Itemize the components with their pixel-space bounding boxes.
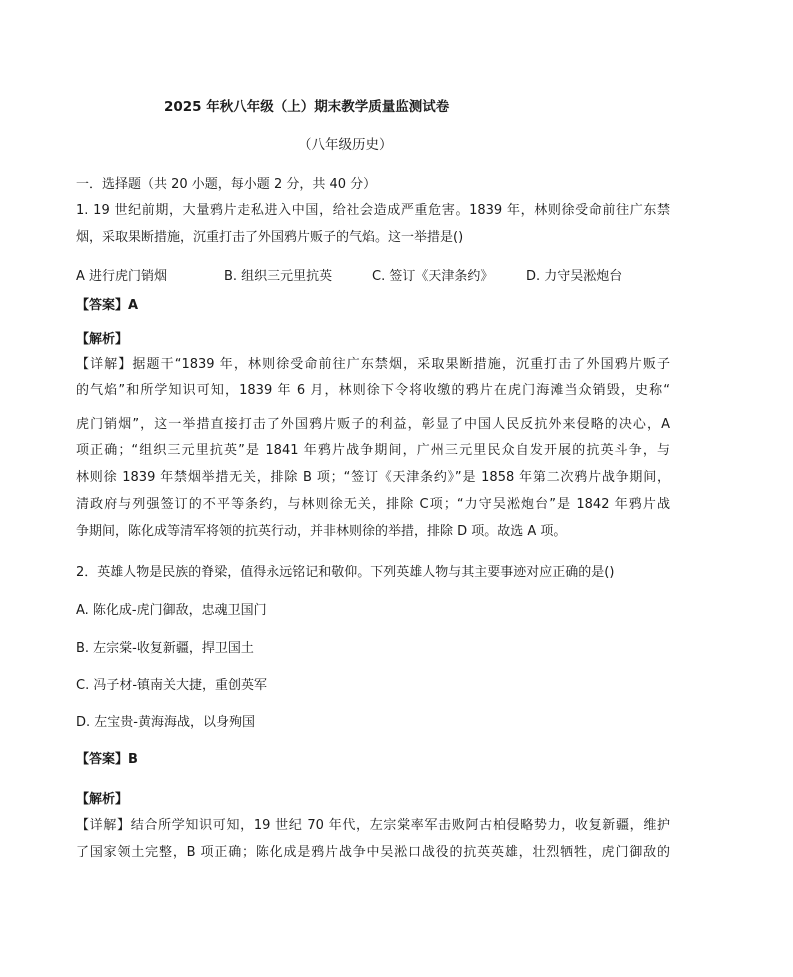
q1-detail-line-2: 的气焰”和所学知识可知，1839 年 6 月，林则徐下令将收缴的鸦片在虎门海滩当众销毁，史称“ <box>76 383 670 398</box>
q1-detail-line-4: 项正确；“组织三元里抗英”是 1841 年鸦片战争期间，广州三元里民众自发开展的抗英斗争，与 <box>76 443 670 458</box>
section-heading: 一．选择题（共 20 小题，每小题 2 分，共 40 分） <box>76 177 377 192</box>
q1-answer: 【答案】A <box>76 298 139 313</box>
exam-subtitle: （八年级历史） <box>298 137 393 153</box>
q1-detail-line-3: 虎门销烟”，这一举措直接打击了外国鸦片贩子的利益，彰显了中国人民反抗外来侵略的决心，A <box>76 417 670 432</box>
q1-detail-line-1: 【详解】据题干“1839 年，林则徐受命前往广东禁烟，采取果断措施，沉重打击了外国鸦片贩子 <box>76 357 670 372</box>
q1-analysis-label: 【解析】 <box>76 332 129 347</box>
q1-option-b: B. 组织三元里抗英 <box>224 269 333 284</box>
q2-analysis-label: 【解析】 <box>76 792 129 807</box>
q1-detail-line-7: 争期间，陈化成等清军将领的抗英行动，并非林则徐的举措，排除 D 项。故选 A 项。 <box>76 524 567 539</box>
q2-detail-line-2: 了国家领土完整，B 项正确；陈化成是鸦片战争中吴淞口战役的抗英英雄，壮烈牺牲，虎门御敌的 <box>76 845 670 860</box>
q1-option-d: D. 力守吴淞炮台 <box>526 269 623 284</box>
q2-option-d: D. 左宝贵-黄海海战，以身殉国 <box>76 715 255 730</box>
q2-answer: 【答案】B <box>76 752 138 767</box>
q2-stem: 2．英雄人物是民族的脊梁，值得永远铭记和敬仰。下列英雄人物与其主要事迹对应正确的是() <box>76 565 615 580</box>
exam-title: 2025 年秋八年级（上）期末教学质量监测试卷 <box>164 99 450 115</box>
q2-option-a: A. 陈化成-虎门御敌，忠魂卫国门 <box>76 603 267 618</box>
q2-detail-line-1: 【详解】结合所学知识可知，19 世纪 70 年代，左宗棠率军击败阿古柏侵略势力，收复新疆，维护 <box>76 818 670 833</box>
q1-stem-line-1: 1. 19 世纪前期，大量鸦片走私进入中国，给社会造成严重危害。1839 年，林则徐受命前往广东禁 <box>76 203 670 218</box>
q1-detail-line-5: 林则徐 1839 年禁烟举措无关，排除 B 项；“签订《天津条约》”是 1858 年第二次鸦片战争期间， <box>76 470 670 485</box>
q1-option-a: A 进行虎门销烟 <box>76 269 168 284</box>
q2-option-b: B. 左宗棠-收复新疆，捍卫国土 <box>76 641 254 656</box>
q2-option-c: C. 冯子材-镇南关大捷，重创英军 <box>76 678 268 693</box>
q1-detail-line-6: 清政府与列强签订的不平等条约，与林则徐无关，排除 C项；“力守吴淞炮台”是 1842 年鸦片战 <box>76 497 670 512</box>
q1-option-c: C. 签订《天津条约》 <box>372 269 494 284</box>
q1-stem-line-2: 烟，采取果断措施，沉重打击了外国鸦片贩子的气焰。这一举措是() <box>76 230 464 245</box>
